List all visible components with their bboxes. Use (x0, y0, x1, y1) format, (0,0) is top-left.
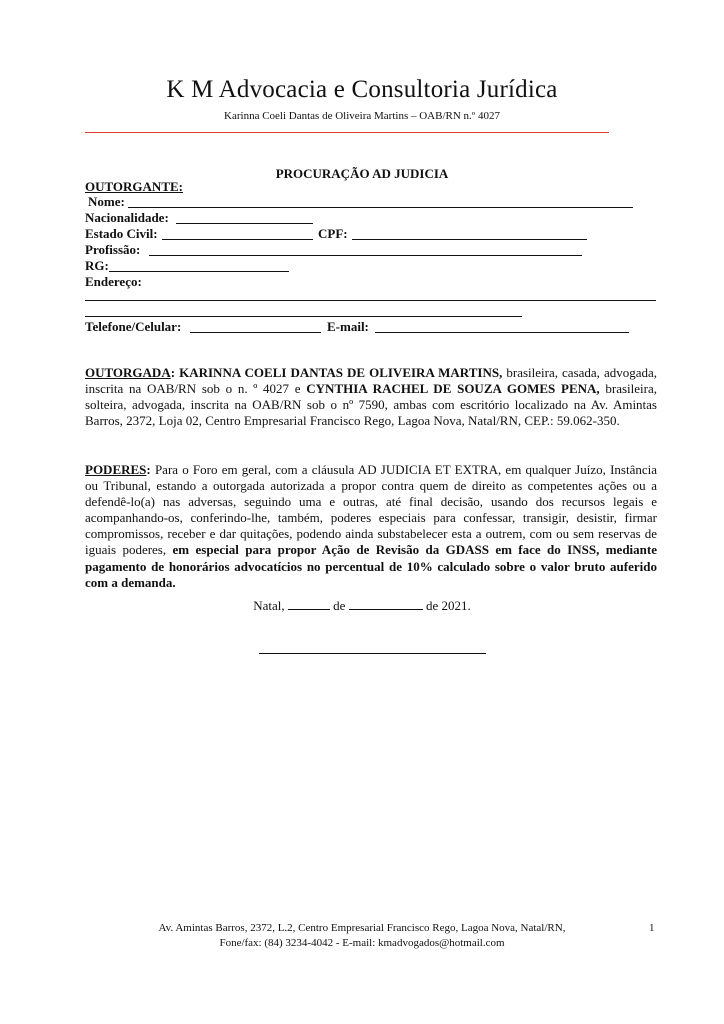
email-label: E-mail: (327, 319, 369, 334)
date-de-2: de 2021. (425, 598, 471, 613)
profissao-field[interactable] (149, 255, 582, 256)
endereco-label: Endereço: (85, 274, 142, 289)
outorgada-label: OUTORGADA (85, 365, 171, 380)
profissao-label: Profissão: (85, 242, 141, 257)
rg-field[interactable] (109, 271, 289, 272)
poderes-bold-text: em especial para propor Ação de Revisão da GDASS em face do INSS, mediante pagamento de honorários advocatícios no percentual de 10% calculado sobre o valor bruto auferido com a demanda. (85, 542, 657, 590)
telefone-field[interactable] (190, 332, 321, 333)
footer (0, 921, 724, 951)
day-field[interactable] (288, 598, 330, 610)
estado-civil-label: Estado Civil: (85, 226, 158, 241)
outorgante-heading: OUTORGANTE: (85, 179, 183, 194)
poderes-text: Para o Foro em geral, com a cláusula AD JUDICIA ET EXTRA, em qualquer Juízo, Instância ou Tribunal, estando a outorgada autorizada a propor contra quem de direito as competentes ações ou a defendê-lo(a) nas adversas, seguindo uma e outras, até final decisão, usando dos recursos legais e acompanhando-os, conferindo-lhe, também, poderes especiais para confessar, transigir, desistir, firmar compromissos, receber e dar quitações, podendo ainda substabelecer esta a outrem, com ou sem reservas de iguais poderes, (85, 462, 657, 558)
date-line (0, 598, 724, 614)
outorgada-text-2: brasileira, solteira, advogada, inscrita na OAB/RN sob o nº 7590, ambas com escritório localizado na Av. Amintas Barros, 2372, Loja 02, Centro Empresarial Francisco Rego, Lagoa Nova, Natal/RN, CEP.: 59.062-350. (85, 381, 657, 429)
outorgada-name-1: KARINNA COELI DANTAS DE OLIVEIRA MARTINS, (179, 365, 503, 380)
email-field[interactable] (375, 332, 629, 333)
date-de-1: de (333, 598, 346, 613)
outorgada-paragraph (85, 365, 657, 429)
nacionalidade-field[interactable] (176, 223, 313, 224)
outorgada-colon: : (170, 365, 176, 380)
document-title: PROCURAÇÃO AD JUDICIA (275, 166, 449, 181)
letterhead-title: K M Advocacia e Consultoria Jurídica (166, 76, 558, 103)
nome-field[interactable] (128, 207, 633, 208)
letterhead-divider (85, 132, 609, 133)
nacionalidade-label: Nacionalidade: (85, 210, 169, 225)
poderes-colon: : (146, 462, 151, 477)
outorgada-text-1: brasileira, casada, advogada, inscrita na OAB/RN sob o n. º 4027 e (85, 365, 658, 397)
cpf-label: CPF: (318, 226, 348, 241)
page-number: 1 (649, 922, 655, 934)
estado-civil-field[interactable] (162, 239, 313, 240)
month-field[interactable] (349, 598, 423, 610)
cpf-field[interactable] (352, 239, 587, 240)
rg-label: RG: (85, 258, 109, 273)
date-city: Natal, (253, 598, 285, 613)
poderes-paragraph (85, 462, 657, 591)
nome-label: Nome: (88, 194, 125, 209)
signature-line[interactable] (259, 653, 486, 654)
endereco-field-line-2[interactable] (85, 316, 522, 317)
footer-address: Av. Amintas Barros, 2372, L.2, Centro Empresarial Francisco Rego, Lagoa Nova, Natal/RN, (158, 922, 566, 934)
telefone-label: Telefone/Celular: (85, 319, 182, 334)
endereco-field-line-1[interactable] (85, 300, 656, 301)
outorgada-name-2: CYNTHIA RACHEL DE SOUZA GOMES PENA, (306, 381, 600, 397)
letterhead-subtitle: Karinna Coeli Dantas de Oliveira Martins – OAB/RN n.º 4027 (224, 110, 500, 122)
footer-contact: Fone/fax: (84) 3234-4042 - E-mail: kmadvogados@hotmail.com (219, 937, 505, 949)
poderes-label: PODERES (85, 462, 147, 477)
